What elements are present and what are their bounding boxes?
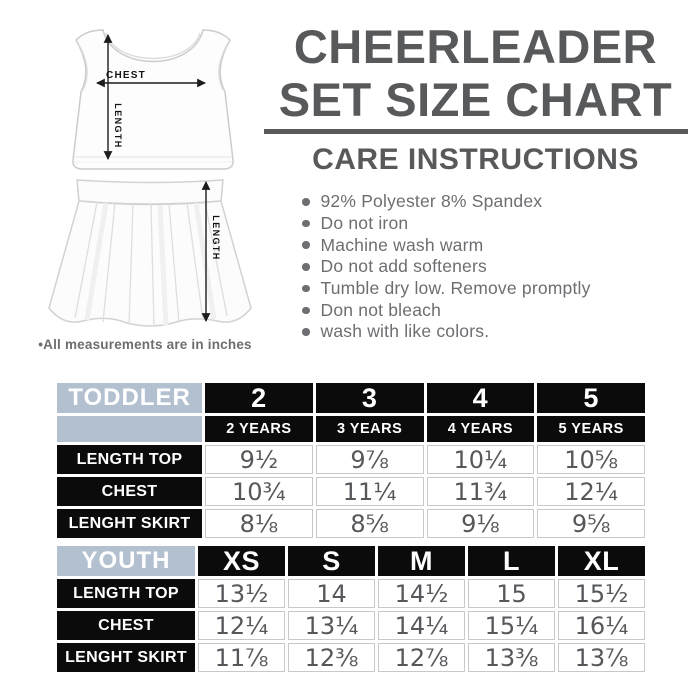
size-value: 8⅝	[316, 509, 424, 538]
bullet-icon	[302, 328, 310, 336]
toddler-size-header: 2	[205, 383, 313, 413]
toddler-header-spacer	[57, 416, 202, 442]
size-value: 9⅝	[537, 509, 645, 538]
toddler-age-header: 5 YEARS	[537, 416, 645, 442]
size-value: 11¼	[316, 477, 424, 506]
size-value: 15	[468, 579, 555, 608]
title-divider	[264, 129, 688, 134]
garment-illustration	[25, 10, 275, 340]
size-value: 10¼	[427, 445, 535, 474]
toddler-group-label: TODDLER	[57, 383, 202, 413]
measurements-note: •All measurements are in inches	[38, 337, 252, 352]
toddler-size-header: 5	[537, 383, 645, 413]
size-value: 9⅛	[427, 509, 535, 538]
size-value: 10¾	[205, 477, 313, 506]
size-value: 14	[288, 579, 375, 608]
care-instructions-title: CARE INSTRUCTIONS	[312, 143, 639, 176]
size-value: 13½	[198, 579, 285, 608]
care-item-text: wash with like colors.	[320, 321, 490, 342]
care-instructions-list	[302, 191, 688, 343]
tank-top-shape	[73, 30, 233, 169]
list-item	[302, 256, 688, 278]
bullet-icon	[302, 198, 310, 206]
skirt-length-measure-label: LENGTH	[211, 215, 221, 261]
size-value: 8⅛	[205, 509, 313, 538]
toddler-age-header: 3 YEARS	[316, 416, 424, 442]
size-value: 13¼	[288, 611, 375, 640]
size-value: 12⅜	[288, 643, 375, 672]
size-value: 12⅞	[378, 643, 465, 672]
page-title	[263, 20, 688, 126]
care-item-text: Tumble dry low. Remove promptly	[320, 278, 591, 299]
row-label: LENGTH TOP	[57, 445, 202, 474]
bullet-icon	[302, 285, 310, 293]
row-label: LENGHT SKIRT	[57, 509, 202, 538]
top-length-measure-label: LENGTH	[113, 103, 123, 149]
youth-group-label: YOUTH	[57, 546, 195, 576]
care-item-text: Do not iron	[320, 213, 409, 234]
youth-size-header: M	[378, 546, 465, 576]
size-value: 11¾	[427, 477, 535, 506]
youth-size-header: XS	[198, 546, 285, 576]
youth-size-table	[57, 546, 645, 672]
size-value: 12¼	[198, 611, 285, 640]
size-value: 14¼	[378, 611, 465, 640]
cheerleader-set-drawing	[25, 10, 275, 350]
row-label: CHEST	[57, 611, 195, 640]
toddler-age-header: 4 YEARS	[427, 416, 535, 442]
care-item-text: Do not add softeners	[320, 256, 487, 277]
care-item-text: 92% Polyester 8% Spandex	[320, 191, 543, 212]
size-value: 10⅝	[537, 445, 645, 474]
size-value: 13⅞	[558, 643, 645, 672]
row-label: LENGHT SKIRT	[57, 643, 195, 672]
bullet-icon	[302, 263, 310, 271]
care-item-text: Don not bleach	[320, 299, 442, 320]
bullet-icon	[302, 307, 310, 315]
bullet-icon	[302, 220, 310, 228]
page-title-line2: SET SIZE CHART	[278, 73, 673, 126]
toddler-size-header: 4	[427, 383, 535, 413]
size-value: 9⅞	[316, 445, 424, 474]
youth-size-header: S	[288, 546, 375, 576]
toddler-age-header: 2 YEARS	[205, 416, 313, 442]
size-value: 15¼	[468, 611, 555, 640]
row-label: CHEST	[57, 477, 202, 506]
youth-size-header: L	[468, 546, 555, 576]
chest-measure-label: CHEST	[106, 70, 146, 81]
toddler-size-table	[57, 383, 645, 538]
list-item	[302, 234, 688, 256]
list-item	[302, 191, 688, 213]
size-value: 15½	[558, 579, 645, 608]
list-item	[302, 299, 688, 321]
list-item	[302, 321, 688, 343]
size-value: 14½	[378, 579, 465, 608]
care-item-text: Machine wash warm	[320, 234, 484, 255]
size-value: 16¼	[558, 611, 645, 640]
list-item	[302, 213, 688, 235]
bullet-icon	[302, 241, 310, 249]
size-value: 9½	[205, 445, 313, 474]
youth-size-header: XL	[558, 546, 645, 576]
toddler-size-header: 3	[316, 383, 424, 413]
size-value: 13⅜	[468, 643, 555, 672]
size-value: 11⅞	[198, 643, 285, 672]
row-label: LENGTH TOP	[57, 579, 195, 608]
size-value: 12¼	[537, 477, 645, 506]
list-item	[302, 278, 688, 300]
page-title-line1: CHEERLEADER	[293, 20, 658, 73]
